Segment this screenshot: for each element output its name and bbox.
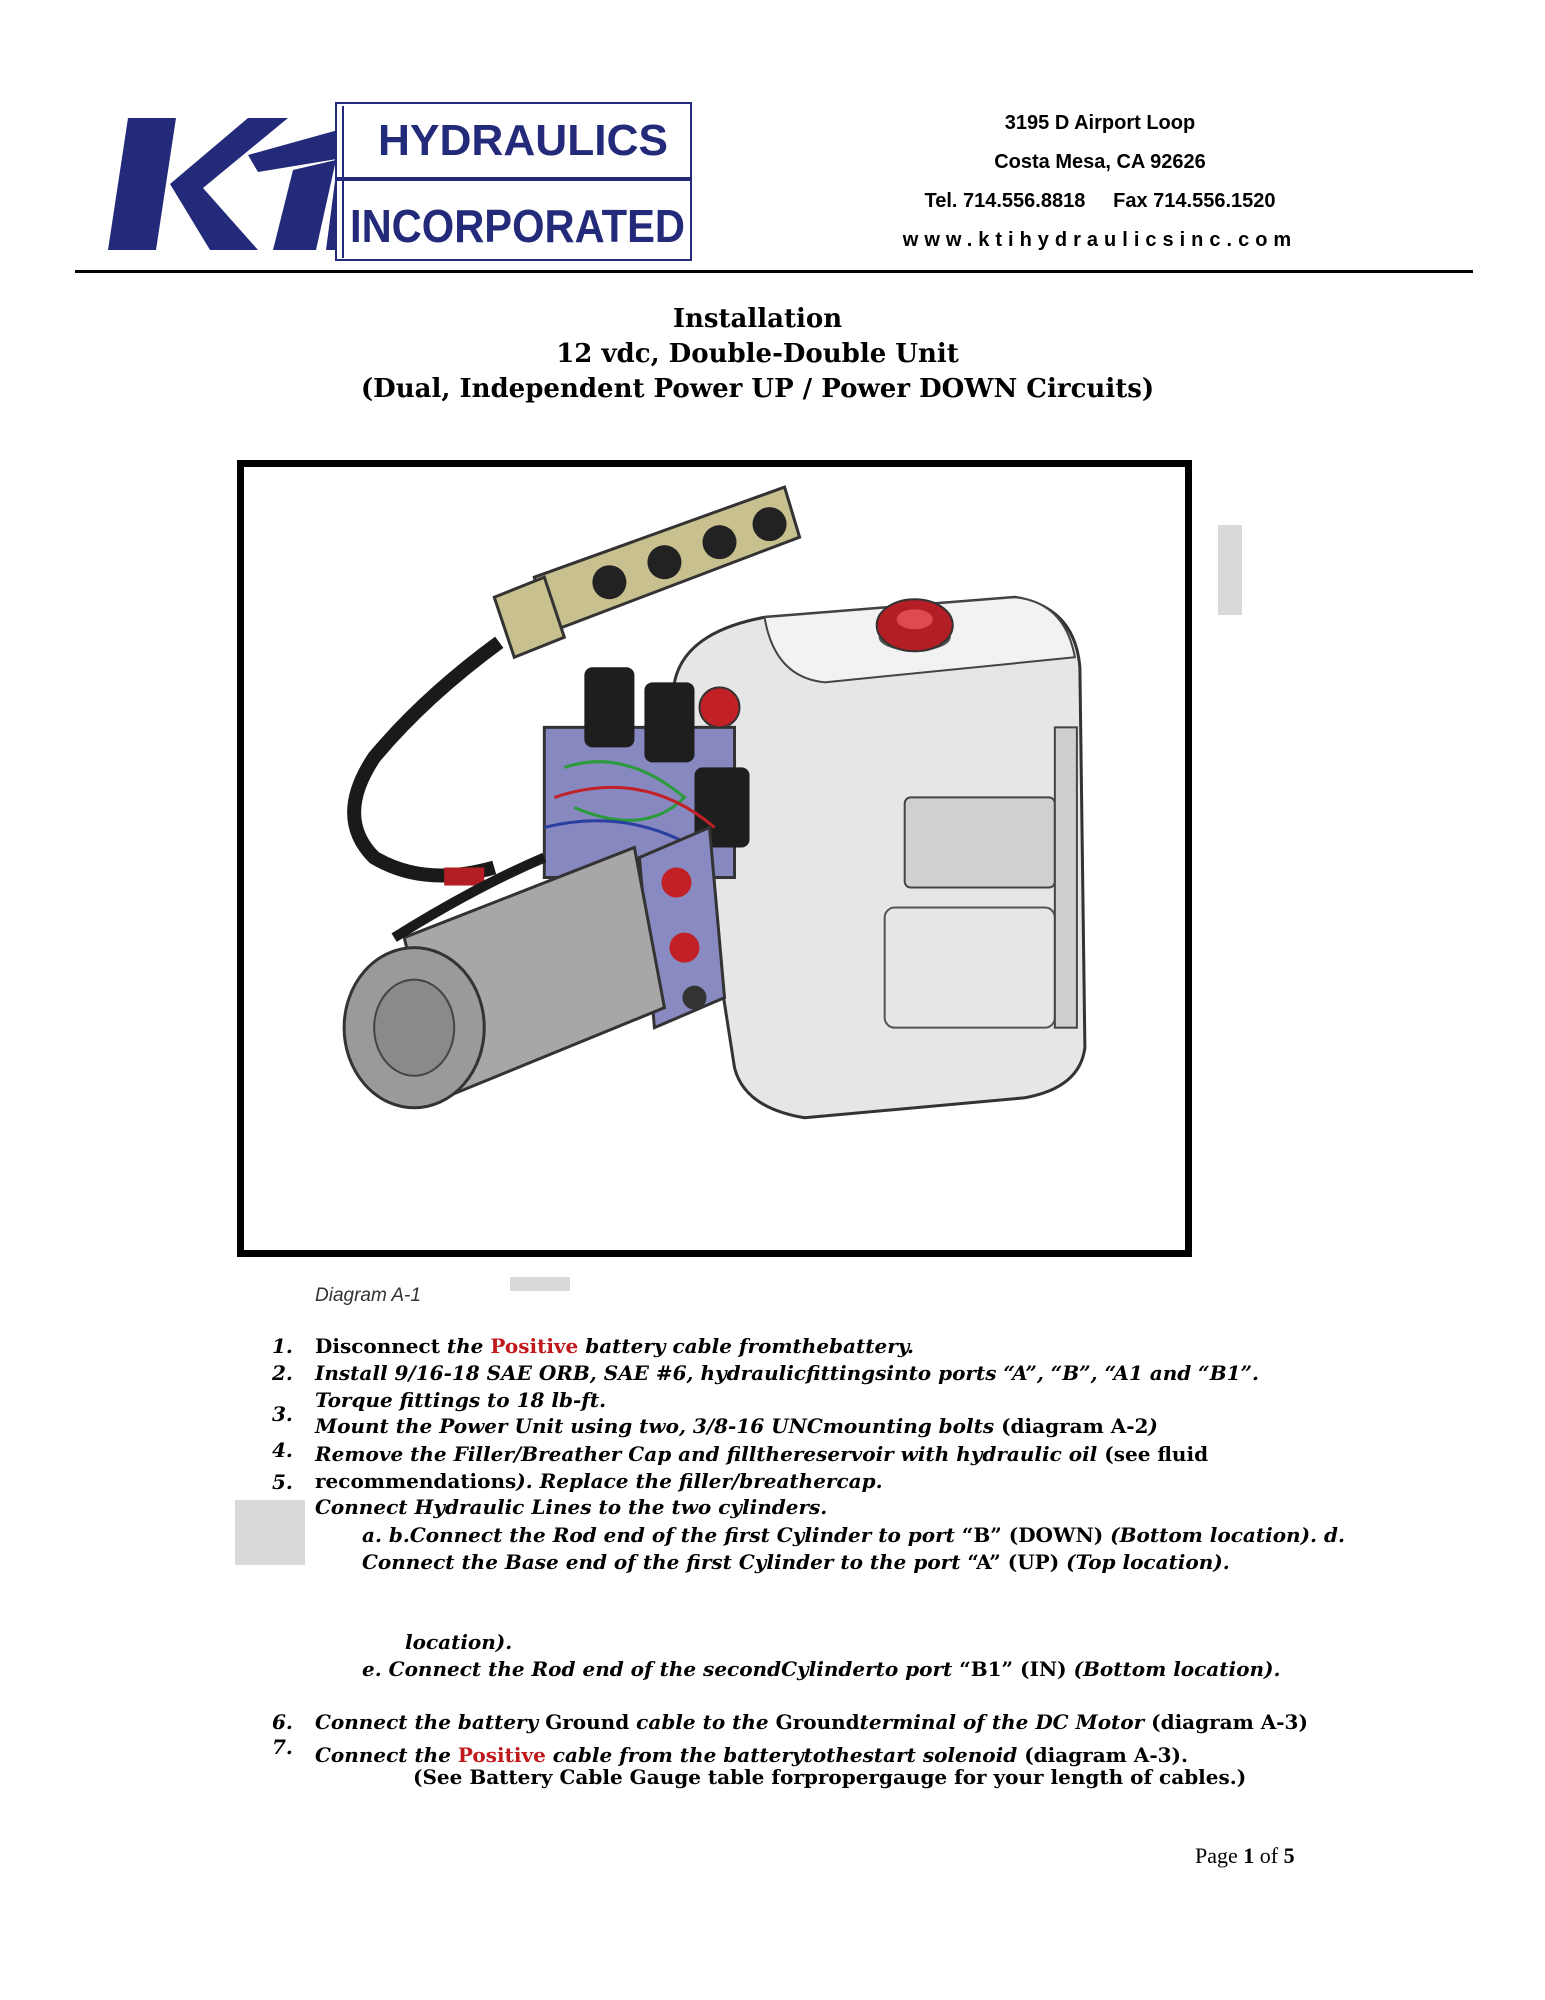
step-5-ab-row2: Connect the Base end of the first Cylinder to the port “A” (UP) (Top location). [362,1550,1230,1574]
step-number: 6. [272,1710,293,1734]
address-line2: Costa Mesa, CA 92626 [994,151,1206,173]
step-7-note: (See Battery Cable Gauge table forpropergauge for your length of cables.) [413,1765,1247,1789]
step-1-text: Disconnect the Positive battery cable fromthebattery. [315,1334,915,1358]
step-number: 2. [272,1361,293,1385]
step-4-text: Remove the Filler/Breather Cap and fillthereservoir with hydraulic oil (see fluid [315,1442,1209,1466]
logo-line1: HYDRAULICS [378,116,668,165]
positive-label: Positive [457,1743,546,1767]
website: www.ktihydraulicsinc.com [902,229,1298,251]
positive-label: Positive [490,1334,579,1358]
diagram-caption: Diagram A-1 [315,1285,421,1306]
step-2-text: Install 9/16-18 SAE ORB, SAE #6, hydraulicfittingsinto ports “A”, “B”, “A1 and “B1”. [315,1361,1259,1385]
address-line1: 3195 D Airport Loop [1004,112,1196,134]
step-7-text: Connect the Positive cable from the batterytothestart solenoid (diagram A-3). [315,1743,1188,1767]
step-5-text: Connect Hydraulic Lines to the two cylinders. [315,1495,828,1519]
title-line3: (Dual, Independent Power UP / Power DOWN Circuits) [360,374,1155,404]
step-6-text: Connect the battery Ground cable to the Groundterminal of the DC Motor (diagram A-3) [315,1710,1308,1734]
step-number: 5. [272,1470,293,1494]
step-5-ab-row1: a. b.Connect the Rod end of the first Cylinder to port “B” (DOWN) (Bottom location). d. [362,1523,1345,1547]
step-5-c-text: location). [405,1630,513,1654]
phone-fax: Tel. 714.556.8818 Fax 714.556.1520 [924,190,1276,212]
step-3-text: Mount the Power Unit using two, 3/8-16 UNCmounting bolts (diagram A-2) [315,1414,1158,1438]
step-number: 1. [272,1334,293,1358]
step-number: 3. [272,1402,293,1426]
step-2-torque: Torque fittings to 18 lb-ft. [315,1388,607,1412]
logo-line2: INCORPORATED [350,200,685,252]
step-number: 4. [272,1438,293,1462]
title-line1: Installation [672,304,843,334]
step-number: 7. [272,1735,293,1759]
step-5-e-text: e. Connect the Rod end of the secondCylinderto port “B1” (IN) (Bottom location). [362,1657,1281,1681]
step-4-cont: recommendations). Replace the filler/breathercap. [315,1469,883,1493]
title-line2: 12 vdc, Double-Double Unit [556,339,959,369]
page-number: Page 1 of 5 [1195,1843,1295,1868]
